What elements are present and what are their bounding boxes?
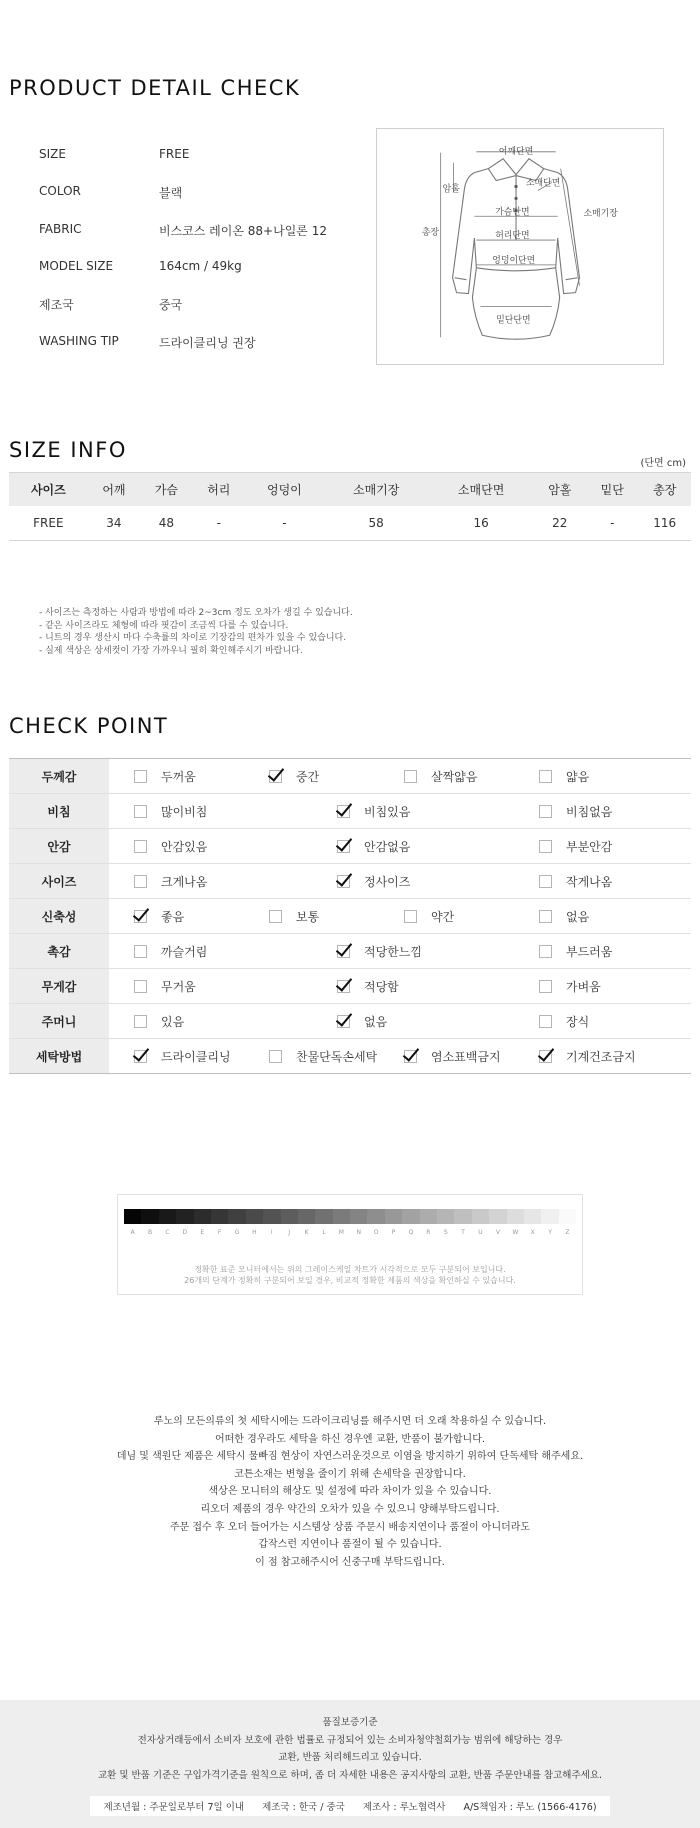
footer-line: 전자상거래등에서 소비자 보호에 관한 법률로 규정되어 있는 소비자청약철회가능 범위에 해당하는 경우: [137, 1734, 563, 1746]
check-option-label: 약간: [431, 910, 455, 924]
manufacturer: 제조사 : 루노협력사: [362, 1802, 446, 1813]
check-option[interactable]: [539, 908, 589, 925]
grayscale-swatch: [489, 1209, 506, 1224]
size-note: - 사이즈는 측정하는 사람과 방법에 따라 2~3cm 정도 오차가 생길 수 있습니다.: [39, 608, 353, 618]
table-row: [9, 506, 691, 541]
detail-label: FABRIC: [39, 222, 82, 236]
check-option-label: 적당한느낌: [364, 945, 422, 959]
grayscale-letter: Y: [548, 1229, 552, 1236]
grayscale-swatch: [472, 1209, 489, 1224]
size-cell: 48: [158, 515, 174, 530]
manufacture-date: 제조년월 : 주문일로부터 7일 이내: [103, 1802, 245, 1813]
check-option[interactable]: [337, 873, 410, 890]
check-row-sheerness: [9, 794, 691, 829]
grayscale-swatch: [263, 1209, 280, 1224]
size-cell: 116: [653, 515, 677, 530]
check-option[interactable]: [404, 768, 477, 785]
grayscale-swatch: [350, 1209, 367, 1224]
grayscale-chart: [117, 1194, 583, 1295]
checkbox[interactable]: [134, 805, 147, 818]
checkbox-checked[interactable]: [337, 1015, 350, 1028]
quality-footer: [0, 1700, 700, 1828]
checkbox-checked[interactable]: [337, 805, 350, 818]
size-header-cell: 암홀: [548, 482, 572, 497]
size-header-cell: 소매기장: [353, 482, 400, 497]
check-option[interactable]: [539, 1048, 636, 1065]
check-option[interactable]: [269, 1048, 377, 1065]
detail-title: PRODUCT DETAIL CHECK: [9, 76, 301, 100]
check-option[interactable]: [134, 943, 207, 960]
check-option-label: 안감없음: [364, 840, 411, 854]
as-contact: A/S책임자 : 루노 (1566-4176): [463, 1802, 597, 1813]
checkbox[interactable]: [404, 910, 417, 923]
grayscale-letter: E: [200, 1229, 205, 1236]
check-option-label: 염소표백금지: [431, 1050, 501, 1064]
grayscale-swatch: [176, 1209, 193, 1224]
size-header-cell: 가슴: [154, 482, 178, 497]
grayscale-letter: J: [288, 1229, 291, 1236]
checkbox[interactable]: [134, 875, 147, 888]
check-option[interactable]: [337, 978, 399, 995]
check-row-washing: [9, 1039, 691, 1074]
size-cell: -: [610, 515, 615, 530]
checkbox-checked[interactable]: [134, 910, 147, 923]
check-option[interactable]: [539, 873, 612, 890]
diagram-label-hem: 밑단단면: [496, 315, 531, 326]
grayscale-letter: X: [530, 1229, 535, 1236]
checkbox[interactable]: [539, 1015, 552, 1028]
diagram-label-total-length: 총장: [421, 228, 440, 239]
check-row-lining: [9, 829, 691, 864]
check-option-label: 까슬거림: [161, 945, 208, 959]
grayscale-text: 정확한 표준 모니터에서는 위의 그레이스케일 차트가 시각적으로 모두 구분되어 보입니다.: [194, 1265, 506, 1274]
check-row-label: 무게감: [9, 969, 109, 1004]
check-row-stretch: [9, 899, 691, 934]
size-cell: 22: [552, 515, 568, 530]
grayscale-letter: W: [512, 1229, 519, 1236]
check-option-label: 있음: [161, 1015, 185, 1029]
checkbox-checked[interactable]: [337, 875, 350, 888]
checkbox-checked[interactable]: [404, 1050, 417, 1063]
grayscale-swatch: [454, 1209, 471, 1224]
size-header-cell: 허리: [207, 482, 231, 497]
diagram-label-chest: 가슴단면: [495, 207, 530, 218]
grayscale-swatch: [541, 1209, 558, 1224]
notice-line: 어떠한 경우라도 세탁을 하신 경우엔 교환, 반품이 불가합니다.: [214, 1433, 486, 1445]
grayscale-swatch: [141, 1209, 158, 1224]
check-option-label: 없음: [566, 910, 590, 924]
diagram-label-waist: 허리단면: [495, 231, 530, 242]
size-header-cell: 어깨: [102, 482, 126, 497]
check-option[interactable]: [539, 978, 601, 995]
grayscale-text: 26개의 단계가 정확히 구분되어 보일 경우, 비교적 정확한 제품의 색상을 확인하실 수 있습니다.: [184, 1276, 516, 1285]
check-option[interactable]: [134, 978, 196, 995]
size-cell: 58: [368, 515, 384, 530]
notice-line: 이 점 참고해주시어 신중구매 부탁드립니다.: [255, 1556, 445, 1568]
check-option-label: 두꺼움: [161, 770, 196, 784]
check-option-label: 부드러움: [566, 945, 613, 959]
checkbox-checked[interactable]: [539, 1050, 552, 1063]
grayscale-swatch: [194, 1209, 211, 1224]
grayscale-swatch: [559, 1209, 576, 1224]
care-notice: [0, 1413, 700, 1571]
detail-label: MODEL SIZE: [39, 259, 114, 273]
check-row-thickness: [9, 759, 691, 794]
size-header-cell: 소매단면: [457, 482, 505, 497]
notice-line: 주문 접수 후 오더 들어가는 시스템상 상품 주문시 배송지연이나 품절이 아니더라도: [169, 1521, 531, 1533]
notice-line: 루노의 모든의류의 첫 세탁시에는 드라이크리닝를 해주시면 더 오래 착용하실 수 있습니다.: [153, 1416, 547, 1427]
diagram-label-sleeve-width: 소매단면: [525, 178, 561, 189]
grayscale-letter: F: [217, 1229, 222, 1236]
check-option[interactable]: [337, 1013, 387, 1030]
check-row-label: 신축성: [9, 899, 109, 934]
size-note: - 니트의 경우 생산시 마다 수축률의 차이로 기장감의 편차가 있을 수 있습니다.: [39, 633, 347, 643]
checkbox-checked[interactable]: [337, 945, 350, 958]
grayscale-swatch: [402, 1209, 419, 1224]
grayscale-swatch: [228, 1209, 245, 1224]
check-option[interactable]: [404, 1048, 501, 1065]
footer-heading: 품질보증기준: [322, 1717, 378, 1728]
grayscale-letter: V: [495, 1229, 500, 1236]
size-cell: FREE: [33, 515, 64, 530]
checkbox[interactable]: [539, 980, 552, 993]
check-option-label: 찬물단독손세탁: [296, 1050, 378, 1064]
check-option[interactable]: [539, 943, 612, 960]
checkbox[interactable]: [134, 770, 147, 783]
check-option-label: 적당함: [364, 980, 399, 994]
check-row-texture: [9, 934, 691, 969]
check-option[interactable]: [269, 908, 319, 925]
grayscale-swatch: [437, 1209, 454, 1224]
size-header-cell: 총장: [653, 482, 677, 497]
size-note: - 같은 사이즈라도 체형에 따라 핏감이 조금씩 다를 수 있습니다.: [39, 620, 289, 631]
grayscale-letter: R: [426, 1229, 431, 1236]
diagram-label-shoulder: 어깨단면: [498, 146, 534, 157]
check-row-label: 두께감: [9, 759, 109, 794]
diagram-label-sleeve-length: 소매기장: [583, 209, 618, 220]
detail-label: SIZE: [39, 147, 66, 161]
grayscale-swatch: [385, 1209, 402, 1224]
check-option-label: 안감있음: [161, 840, 208, 854]
notice-line: 색상은 모니터의 해상도 및 설정에 따라 차이가 있을 수 있습니다.: [208, 1486, 492, 1498]
checkbox-checked[interactable]: [337, 840, 350, 853]
footer-info-bar: [90, 1796, 610, 1816]
size-table: [9, 472, 691, 541]
check-option-label: 크게나옴: [161, 875, 208, 889]
grayscale-letter: N: [356, 1229, 362, 1236]
check-option-label: 장식: [566, 1015, 590, 1029]
checkbox[interactable]: [269, 1050, 282, 1063]
detail-value: 드라이클리닝 권장: [159, 336, 256, 350]
check-option-label: 보통: [296, 910, 320, 924]
checkbox[interactable]: [539, 770, 552, 783]
checkbox[interactable]: [539, 945, 552, 958]
check-option[interactable]: [337, 838, 410, 855]
grayscale-letter: S: [443, 1229, 448, 1236]
grayscale-letters: [124, 1229, 576, 1236]
checkbox[interactable]: [134, 840, 147, 853]
check-option-label: 드라이클리닝: [161, 1050, 231, 1064]
check-point-table: [9, 758, 691, 1074]
grayscale-letter: H: [252, 1229, 257, 1236]
grayscale-swatch: [211, 1209, 228, 1224]
check-option-label: 부분안감: [566, 840, 613, 854]
checkbox[interactable]: [404, 770, 417, 783]
grayscale-letter: T: [461, 1229, 465, 1236]
checkbox[interactable]: [134, 945, 147, 958]
size-table-header: [9, 473, 691, 506]
grayscale-letter: O: [373, 1229, 379, 1236]
diagram-label-armhole: 암홀: [442, 184, 460, 195]
grayscale-letter: A: [130, 1229, 135, 1236]
notice-line: 리오더 제품의 경우 약간의 오차가 있을 수 있으니 양해부탁드립니다.: [200, 1503, 500, 1515]
manufacture-country: 제조국 : 한국 / 중국: [262, 1802, 345, 1813]
diagram-label-hip: 엉덩이단면: [492, 255, 536, 266]
size-header-cell: 사이즈: [30, 482, 66, 497]
check-point-title: CHECK POINT: [9, 714, 169, 738]
check-option-label: 살짝얇음: [431, 770, 478, 784]
check-option-label: 얇음: [566, 770, 590, 784]
check-option-label: 기계건조금지: [566, 1050, 636, 1064]
grayscale-swatch: [124, 1209, 141, 1224]
detail-value: FREE: [159, 147, 190, 161]
grayscale-swatch: [333, 1209, 350, 1224]
check-option-label: 많이비침: [161, 805, 208, 819]
notice-line: 갑작스런 지연이나 품절이 될 수 있습니다.: [258, 1539, 442, 1551]
check-row-label: 주머니: [9, 1004, 109, 1039]
grayscale-letter: D: [182, 1229, 188, 1236]
grayscale-letter: Z: [565, 1229, 570, 1236]
footer-line: 교환 및 반품 기준은 구입가격기준을 원칙으로 하며, 좀 더 자세한 내용은 공지사항의 교환, 반품 주문안내를 참고해주세요.: [97, 1769, 603, 1781]
detail-label: WASHING TIP: [39, 334, 119, 348]
grayscale-swatch: [420, 1209, 437, 1224]
check-option[interactable]: [269, 768, 319, 785]
check-row-weight: [9, 969, 691, 1004]
check-row-label: 사이즈: [9, 864, 109, 899]
check-option[interactable]: [337, 803, 410, 820]
check-option-label: 좋음: [161, 910, 185, 924]
checkbox[interactable]: [134, 1015, 147, 1028]
check-option[interactable]: [134, 1048, 231, 1065]
grayscale-letter: I: [270, 1229, 273, 1236]
grayscale-strip: [124, 1209, 576, 1224]
check-option-label: 비침있음: [364, 805, 411, 819]
detail-label: 제조국: [39, 298, 74, 312]
check-row-label: 안감: [9, 829, 109, 864]
grayscale-letter: M: [338, 1229, 344, 1236]
check-option[interactable]: [539, 803, 612, 820]
detail-value: 164cm / 49kg: [159, 259, 242, 273]
grayscale-swatch: [246, 1209, 263, 1224]
check-option[interactable]: [134, 873, 207, 890]
grayscale-letter: L: [322, 1229, 326, 1236]
check-row-pocket: [9, 1004, 691, 1039]
checkbox[interactable]: [539, 910, 552, 923]
notice-line: 코튼소재는 변형을 줄이기 위해 손세탁을 권장합니다.: [234, 1468, 466, 1480]
check-option[interactable]: [134, 1013, 184, 1030]
check-row-label: 촉감: [9, 934, 109, 969]
detail-value: 중국: [159, 298, 183, 312]
grayscale-swatch: [507, 1209, 524, 1224]
detail-label: COLOR: [39, 184, 81, 198]
size-header-cell: 엉덩이: [267, 482, 302, 497]
size-cell: 16: [473, 515, 489, 530]
footer-line: 교환, 반품 처리해드리고 있습니다.: [278, 1752, 422, 1764]
size-cell: 34: [106, 515, 122, 530]
grayscale-swatch: [524, 1209, 541, 1224]
grayscale-letter: B: [148, 1229, 153, 1236]
checkbox[interactable]: [539, 805, 552, 818]
check-option-label: 비침없음: [566, 805, 613, 819]
grayscale-letter: P: [391, 1229, 396, 1236]
check-option-label: 정사이즈: [364, 875, 411, 889]
check-option[interactable]: [539, 838, 612, 855]
check-option[interactable]: [134, 803, 207, 820]
detail-value: 블랙: [159, 186, 183, 200]
grayscale-swatch: [159, 1209, 176, 1224]
check-option[interactable]: [404, 908, 454, 925]
grayscale-swatch: [298, 1209, 315, 1224]
check-option-label: 중간: [296, 770, 320, 784]
dress-illustration: [377, 129, 663, 364]
check-option[interactable]: [539, 768, 589, 785]
check-option[interactable]: [539, 1013, 589, 1030]
grayscale-swatch: [281, 1209, 298, 1224]
check-row-label: 세탁방법: [9, 1039, 109, 1074]
checkbox[interactable]: [134, 980, 147, 993]
check-option[interactable]: [134, 768, 196, 785]
detail-value: 비스코스 레이온 88+나일론 12: [159, 224, 327, 238]
check-option-label: 가벼움: [566, 980, 601, 994]
check-row-label: 비침: [9, 794, 109, 829]
unit-note: (단면 cm): [640, 458, 686, 469]
size-cell: -: [282, 515, 287, 530]
checkbox-checked[interactable]: [337, 980, 350, 993]
check-option-label: 작게나옴: [566, 875, 613, 889]
size-notes: [39, 607, 353, 657]
grayscale-letter: C: [165, 1229, 170, 1236]
grayscale-letter: K: [304, 1229, 309, 1236]
notice-line: 데님 및 색원단 제품은 세탁시 물빠짐 현상이 자연스러운것으로 이염을 방지하기 위하여 단독세탁 해주세요.: [116, 1451, 584, 1463]
grayscale-swatch: [367, 1209, 384, 1224]
grayscale-letter: Q: [408, 1229, 414, 1236]
checkbox[interactable]: [269, 910, 282, 923]
check-option[interactable]: [134, 838, 207, 855]
check-option-label: 없음: [364, 1015, 388, 1029]
checkbox[interactable]: [539, 840, 552, 853]
size-cell: -: [216, 515, 221, 530]
grayscale-letter: G: [234, 1229, 240, 1236]
size-info-title: SIZE INFO: [9, 438, 127, 462]
checkbox[interactable]: [539, 875, 552, 888]
check-option[interactable]: [134, 908, 184, 925]
grayscale-swatch: [315, 1209, 332, 1224]
size-header-cell: 밑단: [600, 482, 624, 497]
checkbox-checked[interactable]: [269, 770, 282, 783]
check-option-label: 무거움: [161, 980, 196, 994]
check-option[interactable]: [337, 943, 422, 960]
grayscale-letter: U: [478, 1229, 483, 1236]
checkbox-checked[interactable]: [134, 1050, 147, 1063]
measurement-diagram: [376, 128, 664, 365]
size-note: - 실제 색상은 상세컷이 가장 가까우니 필히 확인해주시기 바랍니다.: [39, 645, 303, 656]
check-row-size: [9, 864, 691, 899]
